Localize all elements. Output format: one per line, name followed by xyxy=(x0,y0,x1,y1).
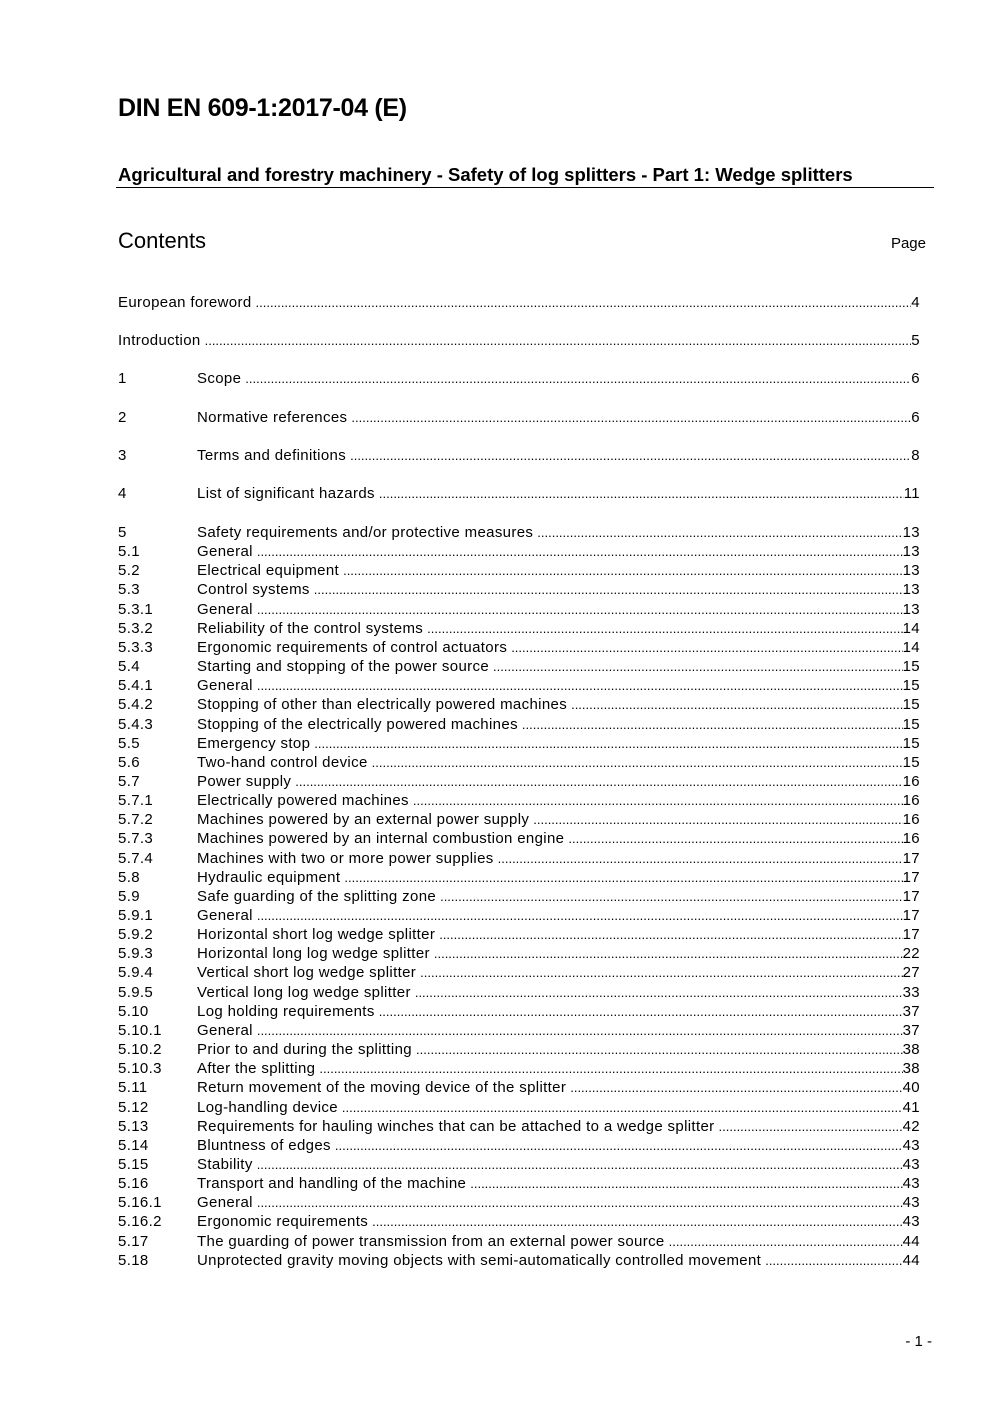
toc-entry-number: 5.4.3 xyxy=(118,715,154,733)
toc-entry-page: 38 xyxy=(902,1041,920,1059)
toc-entry-title: Machines powered by an external power supply xyxy=(197,811,530,829)
toc-entry[interactable] xyxy=(118,944,920,963)
toc-dot-leader xyxy=(493,657,903,676)
toc-dot-leader xyxy=(319,1059,902,1078)
toc-entry[interactable] xyxy=(118,331,920,350)
toc-dot-leader xyxy=(257,600,903,619)
toc-entry-page: 13 xyxy=(902,581,920,599)
toc-entry-number: 5.18 xyxy=(118,1251,149,1269)
toc-entry-page: 4 xyxy=(911,294,920,311)
toc-entry-title: Terms and definitions xyxy=(197,447,347,464)
toc-entry-number: 5.16.1 xyxy=(118,1194,162,1212)
toc-entry-page: 13 xyxy=(902,543,920,561)
toc-entry-number: 5.17 xyxy=(118,1232,149,1250)
toc-entry-page: 27 xyxy=(902,964,920,982)
toc-entry-number: 3 xyxy=(118,447,127,464)
toc-entry-title: General xyxy=(197,543,253,561)
toc-entry-number: 5.13 xyxy=(118,1117,149,1135)
toc-entry[interactable] xyxy=(118,1040,920,1059)
toc-entry-title: Transport and handling of the machine xyxy=(197,1175,467,1193)
toc-entry-page: 17 xyxy=(902,907,920,924)
toc-entry-title: Log-handling device xyxy=(197,1098,338,1116)
toc-dot-leader xyxy=(256,293,912,312)
toc-entry[interactable] xyxy=(118,369,920,388)
toc-entry[interactable] xyxy=(118,1002,920,1021)
toc-dot-leader xyxy=(765,1251,902,1270)
toc-entry-page: 13 xyxy=(902,562,920,580)
toc-dot-leader xyxy=(470,1174,902,1193)
toc-entry-page: 5 xyxy=(911,332,920,349)
toc-entry[interactable] xyxy=(118,1117,920,1136)
toc-entry-title: General xyxy=(197,600,253,618)
toc-dot-leader xyxy=(314,734,902,753)
toc-entry-number: 5.9.5 xyxy=(118,983,154,1001)
toc-entry[interactable] xyxy=(118,1193,920,1212)
toc-entry-title: Electrical equipment xyxy=(197,562,340,580)
toc-entry-title: Safe guarding of the splitting zone xyxy=(197,887,437,905)
toc-entry-page: 15 xyxy=(902,734,920,752)
toc-entry-number: 5.10 xyxy=(118,1002,149,1020)
toc-entry-page: 43 xyxy=(902,1155,920,1173)
toc-entry-page: 15 xyxy=(902,715,920,733)
toc-entry[interactable] xyxy=(118,963,920,982)
toc-entry-page: 44 xyxy=(902,1251,920,1269)
toc-entry-title: Ergonomic requirements of control actuators xyxy=(197,638,508,656)
toc-entry-number: 2 xyxy=(118,409,127,426)
toc-entry-title: Safety requirements and/or protective measures xyxy=(197,524,534,541)
toc-entry[interactable] xyxy=(118,695,920,714)
toc-entry-title: European foreword xyxy=(118,294,252,311)
toc-entry-title: Scope xyxy=(197,370,242,387)
toc-entry-page: 15 xyxy=(902,677,920,695)
toc-entry-title: Prior to and during the splitting xyxy=(197,1041,413,1059)
toc-entry[interactable] xyxy=(118,1098,920,1117)
toc-dot-leader xyxy=(335,1136,903,1155)
toc-dot-leader xyxy=(440,887,903,906)
toc-entry[interactable] xyxy=(118,408,920,427)
toc-entry-page: 14 xyxy=(902,619,920,637)
toc-entry-number: 1 xyxy=(118,370,127,387)
toc-entry-number: 5.14 xyxy=(118,1136,149,1154)
toc-dot-leader xyxy=(537,523,902,542)
toc-entry[interactable] xyxy=(118,619,920,638)
toc-entry-number: 5 xyxy=(118,524,127,541)
toc-entry[interactable] xyxy=(118,715,920,734)
toc-entry-title: Vertical long log wedge splitter xyxy=(197,983,411,1001)
toc-entry-page: 37 xyxy=(902,1002,920,1020)
toc-dot-leader xyxy=(439,925,902,944)
toc-entry[interactable] xyxy=(118,983,920,1002)
toc-entry[interactable] xyxy=(118,1174,920,1193)
toc-entry[interactable] xyxy=(118,676,920,695)
toc-entry[interactable] xyxy=(118,1251,920,1270)
toc-entry-page: 6 xyxy=(911,409,920,426)
toc-dot-leader xyxy=(245,369,911,388)
toc-entry[interactable] xyxy=(118,1155,920,1174)
toc-dot-leader xyxy=(295,772,902,791)
toc-entry[interactable] xyxy=(118,542,920,561)
toc-entry-title: Requirements for hauling winches that can be attached to a wedge splitter xyxy=(197,1117,715,1135)
toc-entry-number: 5.16 xyxy=(118,1175,149,1193)
toc-entry-page: 41 xyxy=(902,1098,920,1116)
toc-entry-number: 5.7.2 xyxy=(118,811,154,829)
toc-entry[interactable] xyxy=(118,484,920,503)
toc-entry-page: 43 xyxy=(902,1136,920,1154)
toc-entry-page: 17 xyxy=(902,887,920,905)
toc-dot-leader xyxy=(372,753,903,772)
toc-entry-page: 42 xyxy=(902,1117,920,1135)
toc-entry-page: 14 xyxy=(902,638,920,656)
toc-dot-leader xyxy=(344,868,902,887)
toc-entry-title: Return movement of the moving device of the splitter xyxy=(197,1079,567,1097)
toc-entry-title: Control systems xyxy=(197,581,310,599)
toc-entry-number: 5.4.2 xyxy=(118,696,154,714)
toc-entry-number: 5.9 xyxy=(118,887,140,905)
toc-entry-page: 6 xyxy=(911,370,920,387)
page-column-heading: Page xyxy=(890,235,926,252)
toc-entry-number: 5.3.1 xyxy=(118,600,154,618)
toc-entry-number: 5.16.2 xyxy=(118,1213,162,1231)
toc-entry[interactable] xyxy=(118,293,920,312)
toc-entry-number: 5.11 xyxy=(118,1079,148,1097)
toc-entry-page: 22 xyxy=(902,945,920,963)
contents-heading: Contents xyxy=(118,228,207,253)
toc-dot-leader xyxy=(415,983,903,1002)
toc-entry-number: 5.7.3 xyxy=(118,830,154,848)
toc-dot-leader xyxy=(314,580,903,599)
toc-entry-page: 16 xyxy=(902,772,920,790)
toc-entry-number: 5.5 xyxy=(118,734,140,752)
toc-entry[interactable] xyxy=(118,887,920,906)
toc-dot-leader xyxy=(257,676,903,695)
toc-entry-number: 5.10.2 xyxy=(118,1041,162,1059)
toc-entry-page: 43 xyxy=(902,1213,920,1231)
toc-entry-page: 43 xyxy=(902,1175,920,1193)
toc-entry[interactable] xyxy=(118,1232,920,1251)
page-number-footer: - 1 - xyxy=(905,1333,932,1350)
toc-entry-title: Unprotected gravity moving objects with semi-automatically controlled movement xyxy=(197,1251,762,1269)
toc-entry-page: 17 xyxy=(902,868,920,886)
toc-entry-title: After the splitting xyxy=(197,1060,316,1078)
toc-entry-title: General xyxy=(197,1194,253,1212)
toc-entry-number: 5.9.1 xyxy=(118,907,154,924)
toc-dot-leader xyxy=(350,446,911,465)
toc-entry-number: 5.15 xyxy=(118,1155,149,1173)
toc-dot-leader xyxy=(511,638,902,657)
toc-entry-title: Hydraulic equipment xyxy=(197,868,341,886)
toc-entry-title: Machines powered by an internal combustion engine xyxy=(197,830,565,848)
toc-entry-number: 5.9.3 xyxy=(118,945,154,963)
toc-entry-number: 5.9.4 xyxy=(118,964,154,982)
toc-entry-page: 16 xyxy=(902,830,920,848)
toc-entry-title: Reliability of the control systems xyxy=(197,619,424,637)
toc-entry-title: Stopping of the electrically powered machines xyxy=(197,715,518,733)
toc-dot-leader xyxy=(343,561,903,580)
toc-entry-page: 13 xyxy=(902,600,920,618)
toc-entry[interactable] xyxy=(118,772,920,791)
title-underline xyxy=(116,187,934,188)
toc-dot-leader xyxy=(669,1232,903,1251)
toc-dot-leader xyxy=(570,1078,902,1097)
toc-entry-title: List of significant hazards xyxy=(197,485,375,502)
toc-entry-page: 17 xyxy=(902,849,920,867)
toc-entry-title: Emergency stop xyxy=(197,734,311,752)
toc-dot-leader xyxy=(257,906,903,925)
toc-entry-number: 5.4 xyxy=(118,658,140,676)
toc-entry-title: Introduction xyxy=(118,332,201,349)
toc-entry[interactable] xyxy=(118,580,920,599)
toc-entry-title: Machines with two or more power supplies xyxy=(197,849,494,867)
toc-entry[interactable] xyxy=(118,753,920,772)
toc-entry-number: 5.10.1 xyxy=(118,1021,162,1039)
toc-entry[interactable] xyxy=(118,1078,920,1097)
toc-entry[interactable] xyxy=(118,906,920,925)
toc-entry[interactable] xyxy=(118,1136,920,1155)
toc-entry-page: 17 xyxy=(902,926,920,944)
toc-dot-leader xyxy=(372,1212,903,1231)
toc-entry-page: 38 xyxy=(902,1060,920,1078)
toc-entry-title: General xyxy=(197,1021,253,1039)
toc-entry[interactable] xyxy=(118,925,920,944)
toc-entry-page: 13 xyxy=(902,524,920,541)
toc-entry-number: 5.4.1 xyxy=(118,677,154,695)
toc-entry[interactable] xyxy=(118,868,920,887)
toc-dot-leader xyxy=(379,484,904,503)
toc-entry-title: Two-hand control device xyxy=(197,753,368,771)
toc-entry-page: 15 xyxy=(902,753,920,771)
toc-entry-title: General xyxy=(197,677,253,695)
toc-entry-page: 43 xyxy=(902,1194,920,1212)
toc-dot-leader xyxy=(420,963,902,982)
toc-entry-title: Stability xyxy=(197,1155,253,1173)
toc-entry-title: Log holding requirements xyxy=(197,1002,375,1020)
toc-entry-title: Starting and stopping of the power source xyxy=(197,658,490,676)
document-id: DIN EN 609-1:2017-04 (E) xyxy=(118,94,407,122)
toc-entry-title: Power supply xyxy=(197,772,292,790)
toc-entry-title: Horizontal short log wedge splitter xyxy=(197,926,436,944)
toc-entry[interactable] xyxy=(118,810,920,829)
toc-entry-title: Vertical short log wedge splitter xyxy=(197,964,417,982)
toc-entry-number: 5.8 xyxy=(118,868,140,886)
toc-dot-leader xyxy=(571,695,903,714)
toc-dot-leader xyxy=(533,810,902,829)
toc-dot-leader xyxy=(257,1193,903,1212)
toc-entry-page: 37 xyxy=(902,1021,920,1039)
toc-entry[interactable] xyxy=(118,523,920,542)
toc-entry[interactable] xyxy=(118,600,920,619)
toc-dot-leader xyxy=(719,1117,903,1136)
toc-entry-number: 5.2 xyxy=(118,562,140,580)
toc-entry-page: 33 xyxy=(902,983,920,1001)
toc-dot-leader xyxy=(351,408,911,427)
toc-entry-page: 16 xyxy=(902,811,920,829)
toc-entry-number: 5.7.1 xyxy=(118,792,154,810)
toc-entry-title: The guarding of power transmission from an external power source xyxy=(197,1232,665,1250)
toc-entry-number: 5.12 xyxy=(118,1098,149,1116)
toc-entry[interactable] xyxy=(118,849,920,868)
toc-dot-leader xyxy=(416,1040,903,1059)
toc-entry-page: 16 xyxy=(902,792,920,810)
toc-entry-number: 5.6 xyxy=(118,753,140,771)
toc-entry[interactable] xyxy=(118,829,920,848)
toc-entry-title: General xyxy=(197,907,253,924)
toc-entry-title: Ergonomic requirements xyxy=(197,1213,369,1231)
toc-entry-page: 8 xyxy=(911,447,920,464)
toc-entry-number: 5.9.2 xyxy=(118,926,154,944)
toc-entry-page: 15 xyxy=(902,696,920,714)
toc-entry[interactable] xyxy=(118,1021,920,1040)
toc-entry[interactable] xyxy=(118,446,920,465)
toc-dot-leader xyxy=(498,849,903,868)
toc-entry-title: Stopping of other than electrically powered machines xyxy=(197,696,568,714)
toc-entry-title: Normative references xyxy=(197,409,348,426)
toc-dot-leader xyxy=(522,715,903,734)
toc-dot-leader xyxy=(205,331,912,350)
toc-entry-number: 5.7.4 xyxy=(118,849,154,867)
toc-entry-title: Electrically powered machines xyxy=(197,792,409,810)
toc-entry-page: 44 xyxy=(902,1232,920,1250)
toc-entry[interactable] xyxy=(118,638,920,657)
toc-entry-title: Bluntness of edges xyxy=(197,1136,331,1154)
toc-dot-leader xyxy=(427,619,902,638)
toc-entry-page: 15 xyxy=(902,658,920,676)
toc-entry[interactable] xyxy=(118,1059,920,1078)
toc-entry-number: 5.10.3 xyxy=(118,1060,162,1078)
toc-entry[interactable] xyxy=(118,734,920,753)
toc-entry-number: 5.3.3 xyxy=(118,638,154,656)
toc-dot-leader xyxy=(257,1155,903,1174)
toc-entry[interactable] xyxy=(118,561,920,580)
toc-dot-leader xyxy=(257,1021,903,1040)
toc-entry[interactable] xyxy=(118,791,920,810)
toc-entry-number: 5.1 xyxy=(118,543,140,561)
toc-dot-leader xyxy=(568,829,902,848)
toc-entry-title: Horizontal long log wedge splitter xyxy=(197,945,430,963)
document-title: Agricultural and forestry machinery - Safety of log splitters - Part 1: Wedge splitters xyxy=(118,164,853,185)
toc-entry-page: 11 xyxy=(903,485,920,502)
toc-dot-leader xyxy=(379,1002,903,1021)
toc-dot-leader xyxy=(413,791,903,810)
toc-entry-number: 4 xyxy=(118,485,127,502)
toc-entry-number: 5.3.2 xyxy=(118,619,154,637)
toc-entry[interactable] xyxy=(118,1212,920,1231)
toc-entry[interactable] xyxy=(118,657,920,676)
toc-dot-leader xyxy=(434,944,903,963)
toc-entry-number: 5.7 xyxy=(118,772,140,790)
toc-entry-number: 5.3 xyxy=(118,581,140,599)
toc-dot-leader xyxy=(257,542,903,561)
toc-dot-leader xyxy=(342,1098,903,1117)
toc-entry-page: 40 xyxy=(902,1079,920,1097)
